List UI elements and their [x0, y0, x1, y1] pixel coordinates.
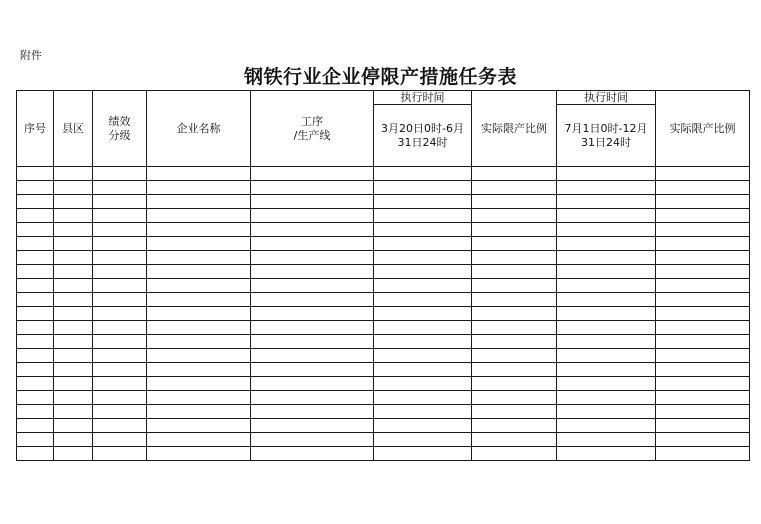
table-cell — [54, 307, 93, 321]
task-table — [16, 90, 750, 461]
table-cell — [557, 279, 656, 293]
table-row — [17, 251, 750, 265]
table-cell — [472, 433, 557, 447]
table-cell — [251, 209, 374, 223]
table-cell — [93, 223, 147, 237]
table-cell — [54, 447, 93, 461]
table-cell — [251, 195, 374, 209]
table-cell — [17, 195, 54, 209]
table-cell — [557, 321, 656, 335]
table-cell — [656, 237, 750, 251]
table-cell — [17, 433, 54, 447]
table-cell — [251, 377, 374, 391]
table-cell — [374, 265, 472, 279]
table-cell — [54, 321, 93, 335]
table-cell — [472, 419, 557, 433]
table-cell — [472, 167, 557, 181]
table-row — [17, 223, 750, 237]
table-cell — [54, 293, 93, 307]
table-row — [17, 419, 750, 433]
table-cell — [557, 251, 656, 265]
table-cell — [54, 405, 93, 419]
table-row — [17, 279, 750, 293]
table-cell — [557, 307, 656, 321]
table-cell — [93, 391, 147, 405]
table-row — [17, 363, 750, 377]
table-cell — [251, 335, 374, 349]
table-cell — [251, 419, 374, 433]
table-cell — [472, 377, 557, 391]
table-cell — [251, 321, 374, 335]
attachment-label: 附件 — [20, 49, 42, 62]
table-cell — [374, 307, 472, 321]
table-cell — [147, 335, 251, 349]
table-cell — [93, 195, 147, 209]
table-cell — [374, 195, 472, 209]
table-cell — [54, 349, 93, 363]
header-period-2: 7月1日0时-12月 31日24时 — [557, 105, 656, 167]
table-cell — [557, 405, 656, 419]
table-cell — [472, 223, 557, 237]
table-row — [17, 321, 750, 335]
table-cell — [656, 349, 750, 363]
table-cell — [54, 237, 93, 251]
table-cell — [557, 265, 656, 279]
table-cell — [251, 447, 374, 461]
header-seq: 序号 — [17, 91, 54, 167]
table-cell — [557, 363, 656, 377]
table-cell — [472, 391, 557, 405]
table-cell — [93, 349, 147, 363]
table-cell — [656, 447, 750, 461]
table-cell — [472, 195, 557, 209]
table-cell — [93, 293, 147, 307]
table-cell — [17, 391, 54, 405]
table-cell — [656, 321, 750, 335]
table-cell — [251, 167, 374, 181]
table-cell — [251, 251, 374, 265]
table-cell — [557, 447, 656, 461]
table-cell — [251, 307, 374, 321]
table-cell — [93, 265, 147, 279]
table-cell — [472, 279, 557, 293]
table-cell — [472, 447, 557, 461]
table-cell — [93, 279, 147, 293]
table-cell — [17, 223, 54, 237]
table-cell — [54, 265, 93, 279]
table-cell — [374, 293, 472, 307]
table-cell — [17, 237, 54, 251]
table-cell — [472, 307, 557, 321]
table-cell — [374, 237, 472, 251]
table-cell — [374, 223, 472, 237]
table-body — [17, 167, 750, 461]
table-cell — [17, 265, 54, 279]
table-cell — [472, 209, 557, 223]
header-county: 县区 — [54, 91, 93, 167]
table-cell — [93, 433, 147, 447]
header-period-1: 3月20日0时-6月 31日24时 — [374, 105, 472, 167]
table-cell — [374, 377, 472, 391]
table-cell — [656, 419, 750, 433]
table-cell — [472, 349, 557, 363]
table-row — [17, 391, 750, 405]
table-cell — [251, 293, 374, 307]
table-cell — [472, 181, 557, 195]
table-cell — [147, 405, 251, 419]
table-cell — [54, 251, 93, 265]
table-cell — [557, 391, 656, 405]
table-cell — [147, 321, 251, 335]
table-cell — [93, 181, 147, 195]
table-cell — [374, 433, 472, 447]
table-row — [17, 181, 750, 195]
table-cell — [557, 419, 656, 433]
table-cell — [251, 391, 374, 405]
table-cell — [147, 377, 251, 391]
table-cell — [656, 335, 750, 349]
table-cell — [147, 209, 251, 223]
table-cell — [147, 223, 251, 237]
table-cell — [557, 349, 656, 363]
table-cell — [656, 251, 750, 265]
table-row — [17, 195, 750, 209]
table-cell — [374, 279, 472, 293]
table-cell — [17, 293, 54, 307]
header-grade: 绩效 分级 — [93, 91, 147, 167]
table-cell — [374, 321, 472, 335]
table-cell — [147, 293, 251, 307]
table-cell — [93, 447, 147, 461]
header-row-1 — [17, 91, 750, 105]
table-row — [17, 405, 750, 419]
table-cell — [251, 223, 374, 237]
table-cell — [93, 307, 147, 321]
table-cell — [147, 167, 251, 181]
table-cell — [147, 363, 251, 377]
table-cell — [656, 405, 750, 419]
table-cell — [17, 363, 54, 377]
table-cell — [93, 363, 147, 377]
table-cell — [374, 167, 472, 181]
table-cell — [17, 167, 54, 181]
table-cell — [557, 209, 656, 223]
table-cell — [147, 433, 251, 447]
table-cell — [17, 377, 54, 391]
table-cell — [147, 349, 251, 363]
table-cell — [251, 237, 374, 251]
table-cell — [374, 251, 472, 265]
table-cell — [251, 279, 374, 293]
table-cell — [147, 279, 251, 293]
table-cell — [557, 335, 656, 349]
table-cell — [93, 209, 147, 223]
table-cell — [656, 391, 750, 405]
table-cell — [17, 349, 54, 363]
table-cell — [251, 349, 374, 363]
table-cell — [17, 251, 54, 265]
header-exec-time-1: 执行时间 — [374, 91, 472, 105]
table-cell — [17, 335, 54, 349]
table-cell — [251, 433, 374, 447]
table-cell — [17, 181, 54, 195]
table-cell — [557, 377, 656, 391]
table-cell — [656, 293, 750, 307]
table-cell — [54, 167, 93, 181]
table-cell — [93, 335, 147, 349]
table-row — [17, 377, 750, 391]
table-cell — [54, 377, 93, 391]
table-cell — [17, 447, 54, 461]
table-cell — [147, 265, 251, 279]
table-cell — [17, 405, 54, 419]
table-cell — [251, 181, 374, 195]
table-cell — [54, 209, 93, 223]
header-process: 工序 /生产线 — [251, 91, 374, 167]
table-cell — [557, 195, 656, 209]
table-cell — [54, 433, 93, 447]
table-cell — [147, 447, 251, 461]
table-cell — [93, 167, 147, 181]
table-cell — [54, 181, 93, 195]
table-row — [17, 433, 750, 447]
table-cell — [374, 391, 472, 405]
table-cell — [656, 265, 750, 279]
table-cell — [374, 447, 472, 461]
table-cell — [147, 237, 251, 251]
table-cell — [374, 405, 472, 419]
table-cell — [54, 419, 93, 433]
table-cell — [472, 293, 557, 307]
table-cell — [147, 307, 251, 321]
table-cell — [251, 405, 374, 419]
table-cell — [557, 223, 656, 237]
table-row — [17, 349, 750, 363]
table-cell — [656, 363, 750, 377]
table-cell — [17, 209, 54, 223]
table-cell — [54, 335, 93, 349]
header-exec-time-2: 执行时间 — [557, 91, 656, 105]
table-row — [17, 307, 750, 321]
table-cell — [54, 223, 93, 237]
table-cell — [472, 335, 557, 349]
header-ratio-1: 实际限产比例 — [472, 91, 557, 167]
table-row — [17, 447, 750, 461]
table-cell — [54, 195, 93, 209]
table-row — [17, 167, 750, 181]
table-cell — [374, 335, 472, 349]
table-cell — [93, 405, 147, 419]
header-ratio-2: 实际限产比例 — [656, 91, 750, 167]
table-cell — [17, 321, 54, 335]
table-cell — [557, 293, 656, 307]
table-cell — [374, 419, 472, 433]
table-cell — [472, 265, 557, 279]
table-cell — [93, 321, 147, 335]
table-row — [17, 265, 750, 279]
table-row — [17, 209, 750, 223]
table-cell — [472, 237, 557, 251]
table-cell — [557, 237, 656, 251]
document-title: 钢铁行业企业停限产措施任务表 — [243, 66, 517, 88]
table-cell — [54, 279, 93, 293]
table-cell — [147, 419, 251, 433]
table-cell — [251, 363, 374, 377]
table-cell — [147, 391, 251, 405]
table-cell — [374, 363, 472, 377]
table-row — [17, 237, 750, 251]
table-cell — [656, 209, 750, 223]
table-cell — [656, 433, 750, 447]
table-cell — [656, 279, 750, 293]
table-cell — [374, 349, 472, 363]
table-row — [17, 293, 750, 307]
table-cell — [472, 321, 557, 335]
table-cell — [374, 181, 472, 195]
table-cell — [557, 433, 656, 447]
table-cell — [472, 251, 557, 265]
table-cell — [557, 181, 656, 195]
table-cell — [472, 363, 557, 377]
table-cell — [93, 251, 147, 265]
table-cell — [93, 419, 147, 433]
header-company: 企业名称 — [147, 91, 251, 167]
table-cell — [656, 167, 750, 181]
table-cell — [656, 181, 750, 195]
table-cell — [17, 307, 54, 321]
table-cell — [472, 405, 557, 419]
table-cell — [54, 363, 93, 377]
table-cell — [54, 391, 93, 405]
table-cell — [374, 209, 472, 223]
table-cell — [656, 307, 750, 321]
table-cell — [656, 377, 750, 391]
table-cell — [147, 195, 251, 209]
table-cell — [17, 419, 54, 433]
table-cell — [147, 251, 251, 265]
table-cell — [557, 167, 656, 181]
table-cell — [93, 237, 147, 251]
table-cell — [251, 265, 374, 279]
table-cell — [17, 279, 54, 293]
table-row — [17, 335, 750, 349]
table-cell — [147, 181, 251, 195]
table-cell — [93, 377, 147, 391]
table-cell — [656, 195, 750, 209]
table-cell — [656, 223, 750, 237]
